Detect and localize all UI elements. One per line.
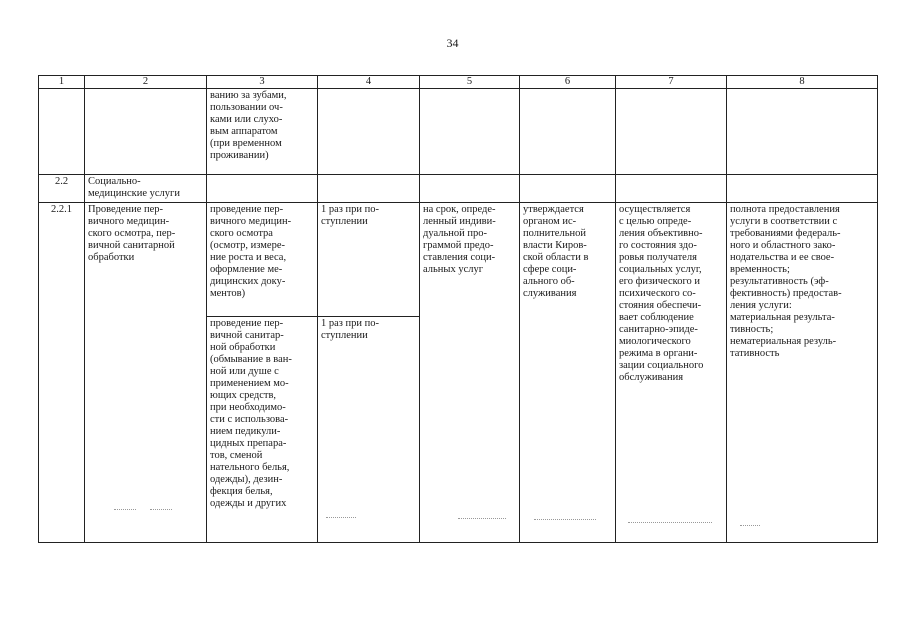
scan-artifact — [628, 522, 712, 523]
item-title: Проведение пер- вичного медицин- ского осмотра, пер- вичной санитарной обработки — [85, 203, 207, 543]
table-cell — [616, 175, 727, 203]
section-number: 2.2 — [39, 175, 85, 203]
service-row — [39, 203, 878, 317]
page-number: 34 — [446, 36, 459, 50]
header-cell: 2 — [85, 76, 207, 89]
header-cell: 1 — [39, 76, 85, 89]
table-cell — [39, 89, 85, 175]
header-cell: 3 — [207, 76, 318, 89]
header-cell: 4 — [318, 76, 420, 89]
service-conditions: осуществляется с целью опреде- ления объективно- го состояния здо- ровья получателя социальных услуг, его физического и психического со- стояния обеспечи- вает соблюдение санитарно-эпиде- миологического режима в органи- зации социального обслуживания — [616, 203, 727, 543]
header-cell: 6 — [520, 76, 616, 89]
table-cell — [520, 175, 616, 203]
continuation-row — [39, 89, 878, 175]
service-cost: утверждается органом ис- полнительной власти Киров- ской области в сфере соци- ального об- служивания — [520, 203, 616, 543]
table-cell — [207, 175, 318, 203]
table-cell — [420, 175, 520, 203]
scan-artifact — [114, 509, 136, 510]
subservice-sanitary-frequency: 1 раз при по- ступлении — [318, 317, 420, 543]
header-cell: 5 — [420, 76, 520, 89]
service-quality-indicators: полнота предоставления услуги в соответствии с требованиями федераль- ного и областного зако- нодательства и ее своe- временность; результативность (эф- фективность) предостав- ления услуги: материальная результа- тивность; нематериальная резуль- тативность — [727, 203, 878, 543]
table-cell — [727, 89, 878, 175]
scan-artifact — [740, 525, 760, 526]
header-cell: 8 — [727, 76, 878, 89]
section-row — [39, 175, 878, 203]
services-table — [38, 75, 878, 543]
table-cell — [318, 175, 420, 203]
item-number: 2.2.1 — [39, 203, 85, 543]
header-cell: 7 — [616, 76, 727, 89]
table-cell — [420, 89, 520, 175]
subservice-sanitary-description: проведение пер- вичной санитар- ной обработки (обмывание в ван- ной или душе с применением мо- ющих средств, при необходимо- сти с использова- нием педикули- цидных препара- тов, сменой нательного белья, одежды), дезин- фекция белья, одежды и других — [207, 317, 318, 543]
scan-artifact — [458, 518, 506, 519]
table-cell — [318, 89, 420, 175]
subservice-exam-frequency: 1 раз при по- ступлении — [318, 203, 420, 317]
service-term: на срок, опреде- ленный индиви- дуальной про- граммой предо- ставления соци- альных услуг — [420, 203, 520, 543]
scan-artifact — [150, 509, 172, 510]
table-cell — [85, 89, 207, 175]
table-cell — [616, 89, 727, 175]
table-cell — [520, 89, 616, 175]
scan-artifact — [534, 519, 596, 520]
continuation-description: ванию за зубами, пользовании оч- ками или слухо- вым аппаратом (при временном проживании) — [207, 89, 318, 175]
subservice-exam-description: проведение пер- вичного медицин- ского осмотра (осмотр, измере- ние роста и веса, оформление ме- дицинских доку- ментов) — [207, 203, 318, 317]
section-title: Социально- медицинские услуги — [85, 175, 207, 203]
header-row — [39, 76, 878, 89]
table-cell — [727, 175, 878, 203]
scan-artifact — [326, 517, 356, 518]
